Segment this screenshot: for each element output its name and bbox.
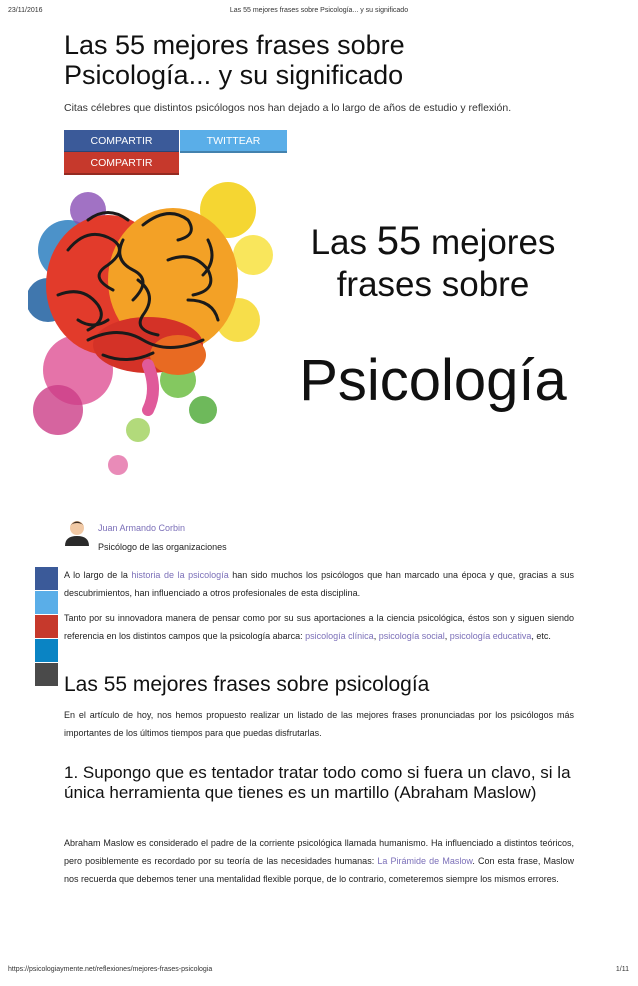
side-linkedin-share-button[interactable]	[35, 639, 58, 662]
historia-psicologia-link[interactable]: historia de la psicología	[131, 570, 229, 580]
p1-text-b: han sido muchos los psicólogos que han marcado una época y que, gracias a sus descubrimientos, han influenciado a otros profesionales de esta disciplina.	[64, 570, 575, 598]
side-facebook-share-button[interactable]	[35, 567, 58, 590]
section-heading: Las 55 mejores frases sobre psicología	[64, 673, 430, 696]
psicologia-educativa-link[interactable]: psicología educativa	[449, 631, 532, 641]
article-subtitle: Citas célebres que distintos psicólogos nos han dejado a lo largo de años de estudio y reflexión.	[64, 102, 512, 114]
page-title-line2: Psicología... y su significado	[64, 60, 404, 90]
print-page-number: 1/11	[615, 966, 629, 973]
hero-line3: Psicología	[299, 348, 567, 413]
author-name-link[interactable]: Juan Armando Corbin	[98, 523, 186, 533]
p2-end: , etc.	[531, 631, 551, 641]
avatar[interactable]	[64, 518, 90, 546]
side-twitter-share-button[interactable]	[35, 591, 58, 614]
hero-line2: frases sobre	[336, 265, 530, 304]
second-paragraph	[64, 609, 574, 645]
facebook-share-button[interactable]: COMPARTIR	[64, 130, 179, 153]
p2-sep2: ,	[444, 631, 450, 641]
p1-text-a: A lo largo de la	[64, 570, 132, 580]
p2-sep1: ,	[373, 631, 379, 641]
hero-caption	[268, 220, 598, 416]
print-doc-title: Las 55 mejores frases sobre Psicología... y su significado	[229, 7, 409, 14]
page-title-line1: Las 55 mejores frases sobre	[64, 30, 405, 60]
side-google-share-button[interactable]	[35, 615, 58, 638]
print-date: 23/11/2016	[8, 7, 43, 14]
psicologia-social-link[interactable]: psicología social	[378, 631, 445, 641]
google-share-button[interactable]: COMPARTIR	[64, 152, 179, 175]
p4-text-b: . Con esta frase, Maslow nos recuerda que debemos tener una mentalidad flexible porque, de lo contrario, cometeremos siempre los mismos errores.	[64, 856, 574, 884]
quote-1-paragraph	[64, 834, 574, 888]
hero-number: 55	[376, 219, 422, 263]
hero-line1	[268, 220, 598, 264]
quote-heading-1: 1. Supongo que es tentador tratar todo como si fuera un clavo, si la única herramienta que tienes es un martillo (Abraham Maslow)	[64, 763, 571, 802]
hero-line1-a: Las	[310, 223, 377, 262]
intro-paragraph	[64, 566, 574, 602]
p2-text-a: Tanto por su innovadora manera de pensar como por su sus aportaciones a la ciencia psicológica, éstos son y siguen siendo referencia en los distintos campos que la psicología abarca:	[64, 613, 574, 641]
author-role: Psicólogo de las organizaciones	[98, 542, 227, 552]
print-header	[0, 7, 638, 19]
psicologia-clinica-link[interactable]: psicología clínica	[305, 631, 374, 641]
p4-text-a: Abraham Maslow es considerado el padre de la corriente psicológica llamada humanismo. Ha influenciado a distintos teóricos, pero posiblemente es recordado por su teoría de las necesidades humanas:	[64, 838, 574, 866]
hero-line1-b: mejores	[421, 223, 556, 262]
side-more-share-button[interactable]	[35, 663, 58, 686]
page-title	[64, 30, 584, 90]
hero-image	[28, 180, 608, 510]
print-url: https://psicologiaymente.net/reflexiones/mejores-frases-psicologia	[8, 966, 213, 973]
section-intro-paragraph: En el artículo de hoy, nos hemos propuesto realizar un listado de las mejores frases pronunciadas por los psicólogos más importantes de los últimos tiempos para que puedas disfrutarlas.	[64, 710, 574, 738]
piramide-maslow-link[interactable]: La Pirámide de Maslow	[377, 856, 473, 866]
twitter-share-button[interactable]: TWITTEAR	[180, 130, 287, 153]
